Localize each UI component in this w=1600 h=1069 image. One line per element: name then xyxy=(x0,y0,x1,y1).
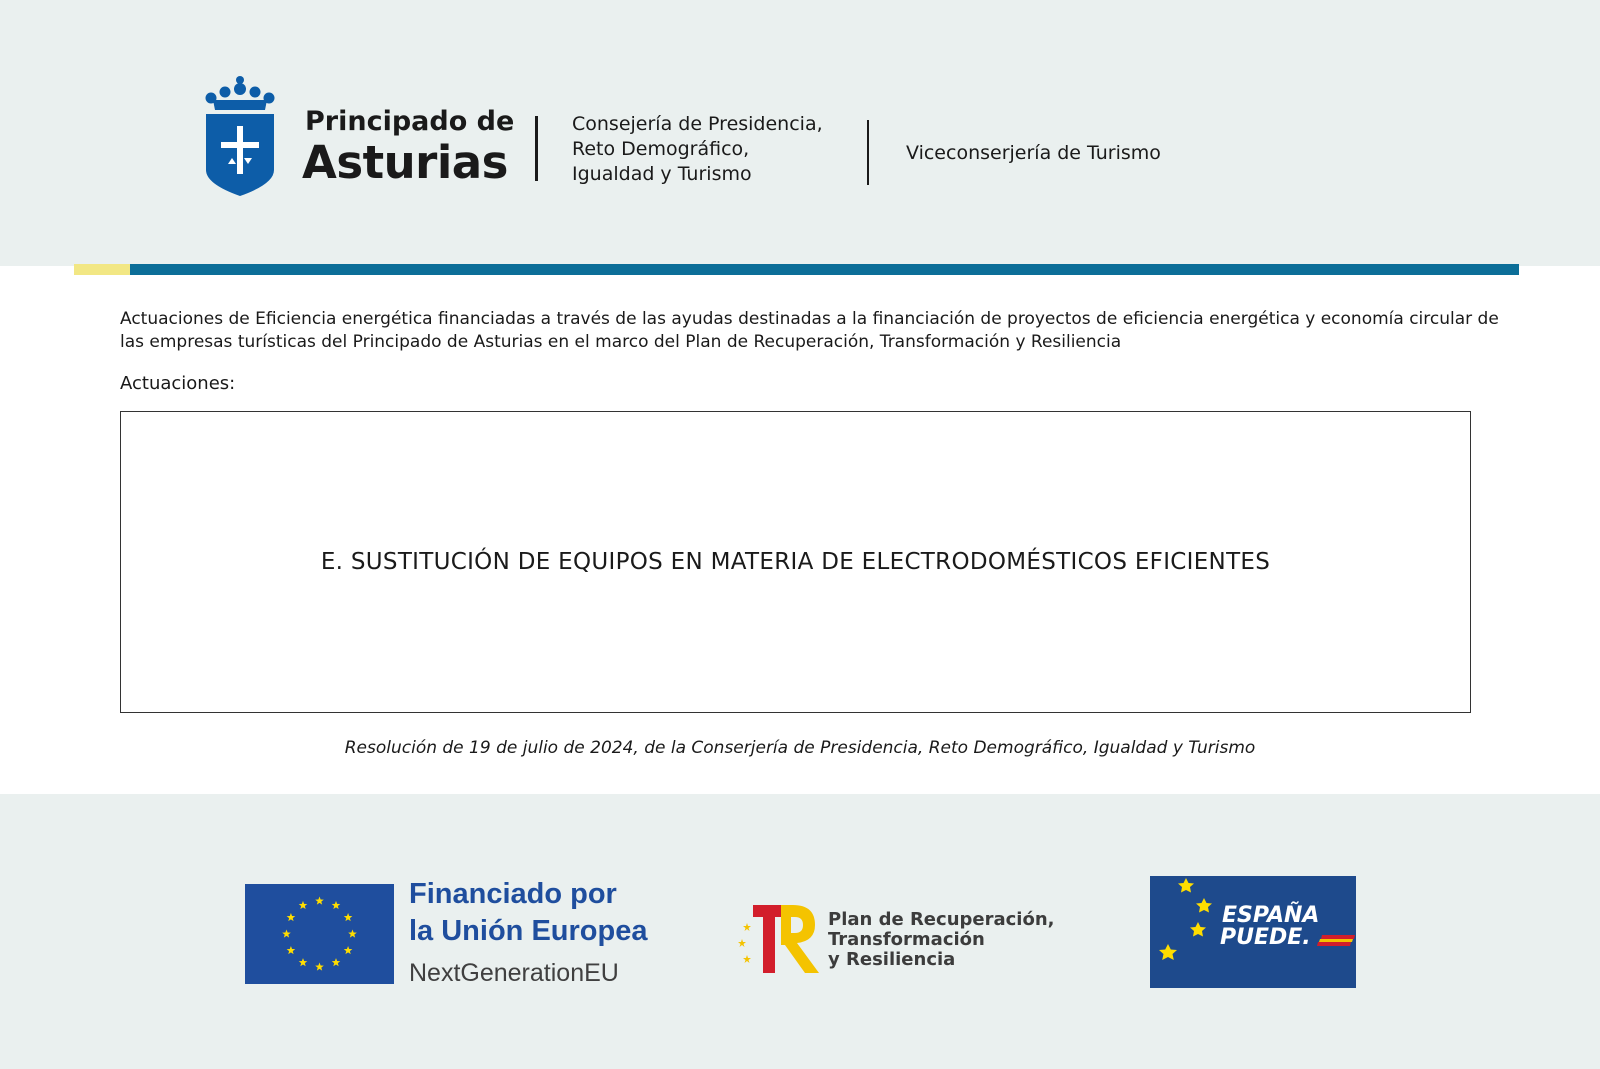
eu-funding-line3: NextGenerationEU xyxy=(409,959,619,987)
consejeria-line: Reto Demográfico, xyxy=(572,138,750,160)
recovery-plan-tr-logo xyxy=(735,903,821,975)
header-band xyxy=(0,0,1600,266)
espana-line1: ESPAÑA xyxy=(1222,903,1320,928)
recovery-plan-text xyxy=(828,910,1054,970)
brand-name-line1: Principado de xyxy=(305,106,515,137)
tr-stars-icon xyxy=(738,923,751,963)
resolucion-note: Resolución de 19 de julio de 2024, de la Conserjería de Presidencia, Reto Demográfico, Igualdad y Turismo xyxy=(344,738,1256,758)
consejeria-line: Consejería de Presidencia, xyxy=(572,113,823,135)
header-divider xyxy=(867,120,869,185)
accent-stripe-blue xyxy=(130,264,1519,275)
eu-flag-icon xyxy=(245,884,394,984)
brand-name-line2: Asturias xyxy=(302,136,508,189)
plan-line: y Resiliencia xyxy=(828,949,956,970)
eu-funding-line1: Financiado por xyxy=(409,878,617,910)
intro-paragraph: Actuaciones de Eficiencia energética financiadas a través de las ayudas destinadas a la financiación de proyectos de eficiencia energética y economía circular de las empresas turísticas del Principado de Asturias en el marco del Plan de Recuperación, Transformación y Resiliencia xyxy=(120,309,1499,352)
consejeria-line: Igualdad y Turismo xyxy=(572,163,752,185)
actuaciones-label: Actuaciones: xyxy=(120,373,236,394)
actuacion-box xyxy=(120,411,1471,713)
consejeria-name xyxy=(572,112,862,187)
plan-line: Plan de Recuperación, xyxy=(828,909,1055,930)
accent-stripe-yellow xyxy=(74,264,130,275)
header-divider xyxy=(535,116,538,181)
espana-puede-logo xyxy=(1150,876,1356,988)
actuacion-text: E. SUSTITUCIÓN DE EQUIPOS EN MATERIA DE ELECTRODOMÉSTICOS EFICIENTES xyxy=(320,549,1271,575)
eu-funding-line2: la Unión Europea xyxy=(409,915,648,947)
plan-line: Transformación xyxy=(828,929,985,950)
espana-line2: PUEDE. xyxy=(1220,925,1311,950)
asturias-shield-logo xyxy=(205,74,275,196)
viceconsejeria-name: Viceconserjería de Turismo xyxy=(906,142,1161,164)
